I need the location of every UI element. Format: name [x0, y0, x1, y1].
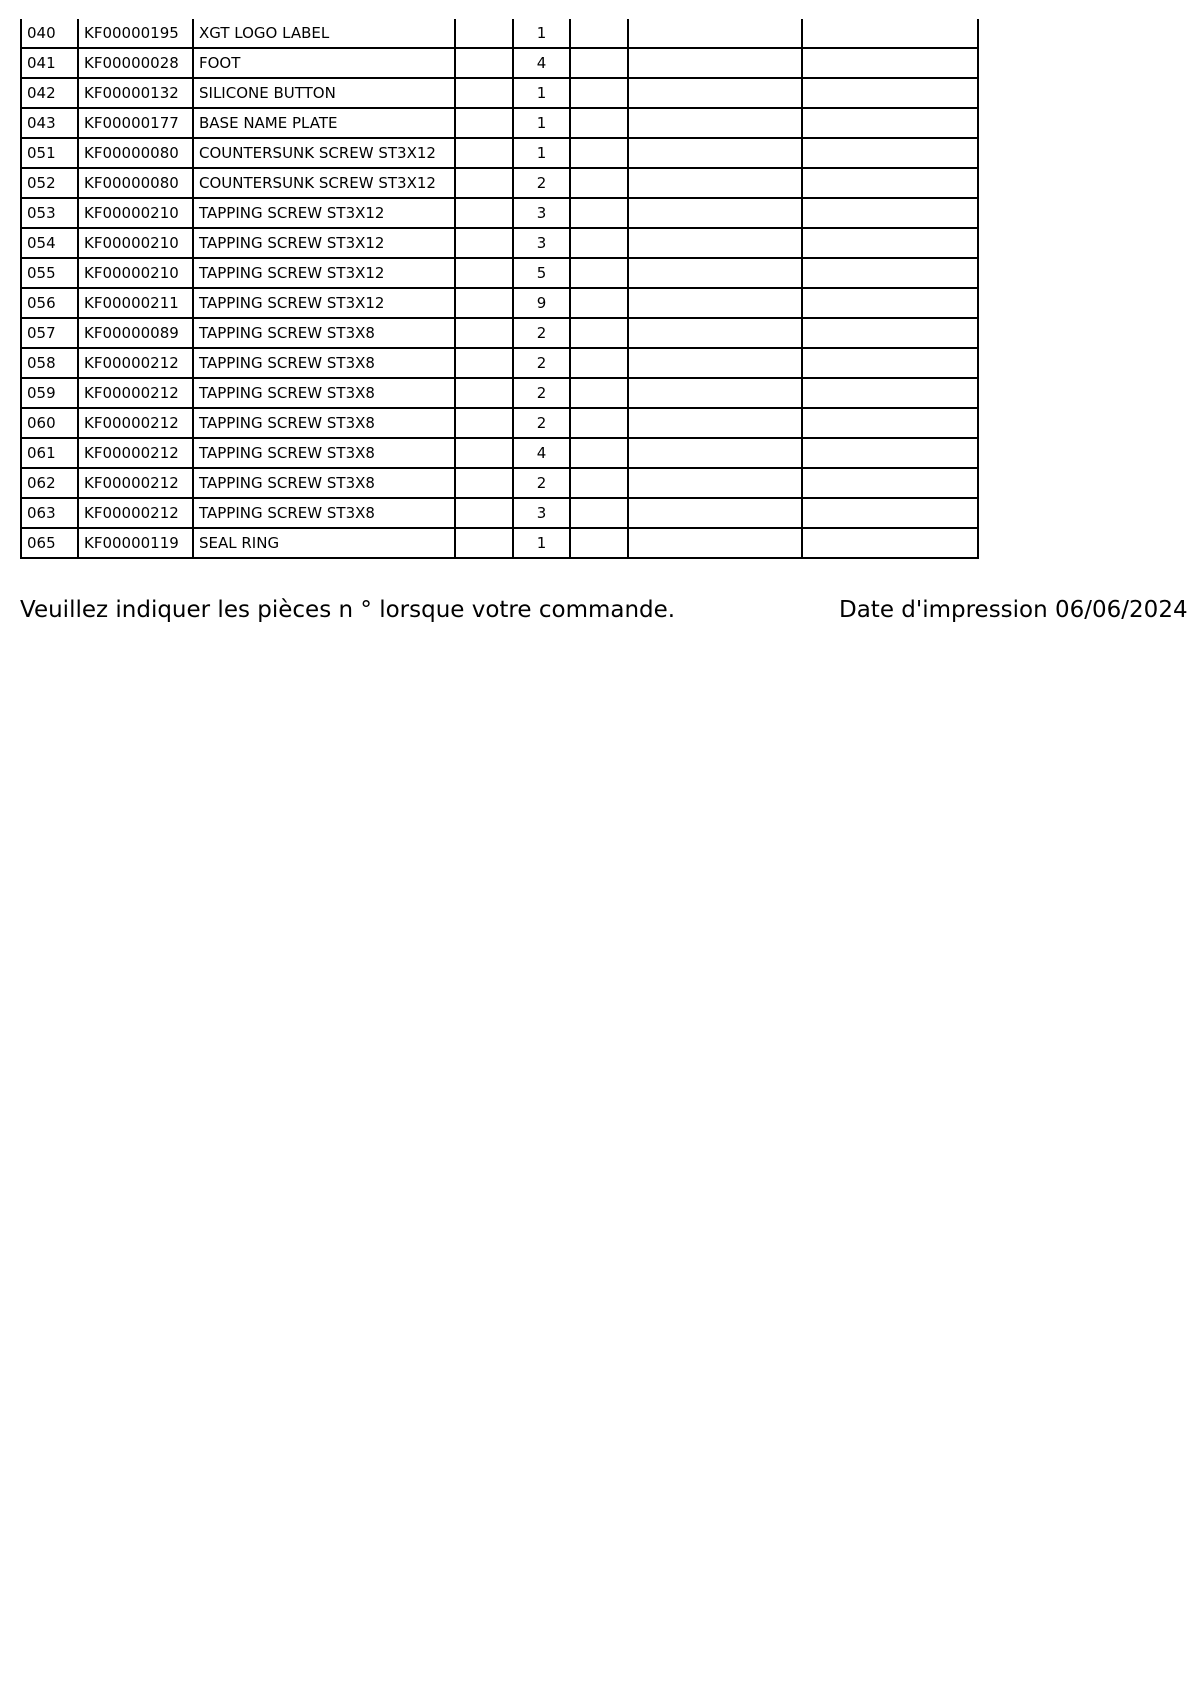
cell-reference: KF00000212	[78, 348, 193, 378]
cell-empty	[628, 138, 802, 168]
cell-quantity: 3	[513, 498, 570, 528]
cell-description: TAPPING SCREW ST3X8	[193, 468, 455, 498]
cell-position: 060	[21, 408, 78, 438]
cell-empty	[628, 168, 802, 198]
cell-empty	[802, 378, 978, 408]
cell-reference: KF00000212	[78, 498, 193, 528]
cell-reference: KF00000080	[78, 138, 193, 168]
cell-reference: KF00000210	[78, 258, 193, 288]
cell-empty	[455, 348, 513, 378]
cell-description: TAPPING SCREW ST3X8	[193, 408, 455, 438]
cell-empty	[570, 498, 628, 528]
cell-empty	[455, 138, 513, 168]
cell-quantity: 2	[513, 378, 570, 408]
cell-reference: KF00000132	[78, 78, 193, 108]
table-row	[21, 138, 978, 168]
cell-empty	[802, 168, 978, 198]
cell-reference: KF00000212	[78, 408, 193, 438]
table-row	[21, 408, 978, 438]
cell-empty	[802, 318, 978, 348]
cell-description: FOOT	[193, 48, 455, 78]
cell-empty	[455, 78, 513, 108]
cell-quantity: 1	[513, 19, 570, 48]
cell-empty	[628, 318, 802, 348]
cell-quantity: 2	[513, 318, 570, 348]
cell-position: 041	[21, 48, 78, 78]
cell-description: TAPPING SCREW ST3X12	[193, 288, 455, 318]
cell-description: TAPPING SCREW ST3X8	[193, 438, 455, 468]
cell-empty	[628, 498, 802, 528]
cell-position: 054	[21, 228, 78, 258]
cell-empty	[570, 228, 628, 258]
cell-description: TAPPING SCREW ST3X12	[193, 198, 455, 228]
cell-empty	[802, 498, 978, 528]
cell-empty	[628, 288, 802, 318]
cell-empty	[570, 468, 628, 498]
cell-empty	[802, 19, 978, 48]
table-row	[21, 168, 978, 198]
cell-empty	[570, 198, 628, 228]
cell-quantity: 2	[513, 168, 570, 198]
cell-empty	[455, 438, 513, 468]
cell-empty	[628, 468, 802, 498]
cell-empty	[570, 78, 628, 108]
cell-position: 052	[21, 168, 78, 198]
cell-empty	[628, 348, 802, 378]
cell-empty	[802, 468, 978, 498]
cell-quantity: 3	[513, 228, 570, 258]
cell-quantity: 2	[513, 348, 570, 378]
cell-empty	[628, 258, 802, 288]
cell-empty	[802, 408, 978, 438]
cell-description: TAPPING SCREW ST3X12	[193, 258, 455, 288]
cell-empty	[628, 198, 802, 228]
cell-empty	[455, 19, 513, 48]
cell-description: TAPPING SCREW ST3X8	[193, 498, 455, 528]
cell-reference: KF00000080	[78, 168, 193, 198]
cell-empty	[802, 258, 978, 288]
table-row	[21, 378, 978, 408]
cell-description: BASE NAME PLATE	[193, 108, 455, 138]
table-row	[21, 498, 978, 528]
table-row	[21, 288, 978, 318]
cell-reference: KF00000195	[78, 19, 193, 48]
order-note: Veuillez indiquer les pièces n ° lorsque votre commande.	[20, 597, 676, 623]
cell-position: 061	[21, 438, 78, 468]
cell-position: 063	[21, 498, 78, 528]
cell-empty	[570, 258, 628, 288]
cell-reference: KF00000210	[78, 198, 193, 228]
cell-description: TAPPING SCREW ST3X8	[193, 348, 455, 378]
cell-position: 056	[21, 288, 78, 318]
cell-description: SEAL RING	[193, 528, 455, 558]
cell-reference: KF00000212	[78, 438, 193, 468]
cell-empty	[455, 378, 513, 408]
cell-empty	[628, 48, 802, 78]
cell-empty	[455, 168, 513, 198]
cell-description: SILICONE BUTTON	[193, 78, 455, 108]
cell-empty	[455, 468, 513, 498]
cell-position: 062	[21, 468, 78, 498]
cell-quantity: 4	[513, 48, 570, 78]
cell-position: 055	[21, 258, 78, 288]
cell-empty	[455, 48, 513, 78]
cell-position: 059	[21, 378, 78, 408]
cell-empty	[802, 348, 978, 378]
cell-quantity: 1	[513, 528, 570, 558]
table-row	[21, 318, 978, 348]
cell-position: 042	[21, 78, 78, 108]
cell-position: 040	[21, 19, 78, 48]
cell-empty	[802, 138, 978, 168]
cell-empty	[570, 168, 628, 198]
cell-empty	[455, 258, 513, 288]
cell-empty	[628, 78, 802, 108]
cell-empty	[455, 528, 513, 558]
cell-empty	[455, 108, 513, 138]
cell-quantity: 3	[513, 198, 570, 228]
cell-description: TAPPING SCREW ST3X12	[193, 228, 455, 258]
cell-empty	[802, 48, 978, 78]
cell-position: 065	[21, 528, 78, 558]
cell-position: 043	[21, 108, 78, 138]
cell-position: 057	[21, 318, 78, 348]
cell-empty	[802, 198, 978, 228]
cell-reference: KF00000028	[78, 48, 193, 78]
cell-description: COUNTERSUNK SCREW ST3X12	[193, 168, 455, 198]
cell-position: 058	[21, 348, 78, 378]
table-row	[21, 48, 978, 78]
table-row	[21, 78, 978, 108]
cell-description: XGT LOGO LABEL	[193, 19, 455, 48]
cell-empty	[570, 378, 628, 408]
cell-empty	[628, 528, 802, 558]
cell-reference: KF00000212	[78, 378, 193, 408]
cell-empty	[455, 198, 513, 228]
cell-reference: KF00000212	[78, 468, 193, 498]
cell-empty	[802, 228, 978, 258]
cell-empty	[628, 19, 802, 48]
cell-empty	[802, 288, 978, 318]
cell-empty	[802, 528, 978, 558]
cell-empty	[570, 48, 628, 78]
table-row	[21, 438, 978, 468]
table-row	[21, 528, 978, 558]
cell-reference: KF00000211	[78, 288, 193, 318]
table-row	[21, 468, 978, 498]
cell-empty	[455, 408, 513, 438]
cell-empty	[570, 288, 628, 318]
cell-empty	[455, 498, 513, 528]
cell-empty	[455, 318, 513, 348]
cell-empty	[570, 19, 628, 48]
cell-position: 053	[21, 198, 78, 228]
cell-empty	[570, 108, 628, 138]
cell-quantity: 2	[513, 408, 570, 438]
cell-description: COUNTERSUNK SCREW ST3X12	[193, 138, 455, 168]
print-date: Date d'impression 06/06/2024	[839, 597, 1188, 623]
table-row	[21, 258, 978, 288]
cell-empty	[628, 378, 802, 408]
cell-empty	[570, 528, 628, 558]
table-row	[21, 228, 978, 258]
cell-empty	[570, 408, 628, 438]
cell-empty	[802, 78, 978, 108]
cell-quantity: 1	[513, 138, 570, 168]
cell-empty	[455, 288, 513, 318]
table-row	[21, 348, 978, 378]
cell-quantity: 9	[513, 288, 570, 318]
cell-empty	[570, 318, 628, 348]
cell-quantity: 1	[513, 108, 570, 138]
parts-table	[20, 19, 979, 559]
cell-empty	[802, 438, 978, 468]
cell-empty	[628, 408, 802, 438]
cell-empty	[455, 228, 513, 258]
cell-description: TAPPING SCREW ST3X8	[193, 318, 455, 348]
cell-quantity: 2	[513, 468, 570, 498]
cell-quantity: 1	[513, 78, 570, 108]
cell-reference: KF00000210	[78, 228, 193, 258]
cell-empty	[628, 228, 802, 258]
table-row	[21, 198, 978, 228]
cell-description: TAPPING SCREW ST3X8	[193, 378, 455, 408]
cell-empty	[628, 108, 802, 138]
cell-reference: KF00000089	[78, 318, 193, 348]
cell-empty	[570, 138, 628, 168]
cell-quantity: 4	[513, 438, 570, 468]
table-row	[21, 108, 978, 138]
cell-empty	[570, 348, 628, 378]
cell-empty	[628, 438, 802, 468]
cell-reference: KF00000119	[78, 528, 193, 558]
cell-quantity: 5	[513, 258, 570, 288]
table-row	[21, 19, 978, 48]
cell-reference: KF00000177	[78, 108, 193, 138]
cell-position: 051	[21, 138, 78, 168]
parts-table-body	[21, 19, 978, 558]
cell-empty	[570, 438, 628, 468]
cell-empty	[802, 108, 978, 138]
